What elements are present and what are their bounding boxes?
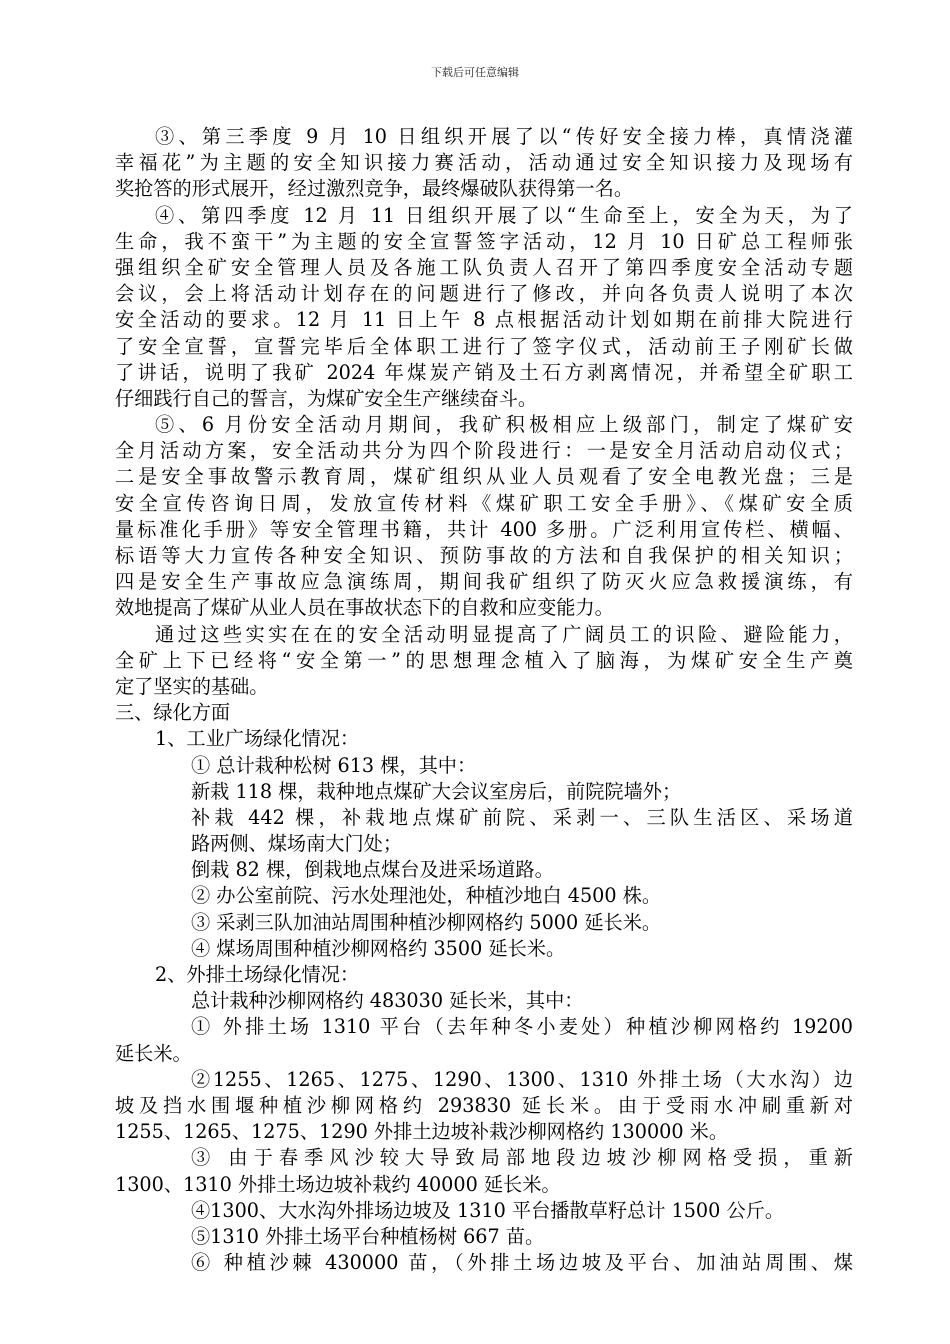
text-line: 仔细践行自己的誓言，为煤矿安全生产继续奋斗。	[115, 386, 538, 410]
text-line: ① 外排土场 1310 平台（去年种冬小麦处）种植沙柳网格约 19200	[191, 1015, 853, 1039]
text-line: 四是安全生产事故应急演练周，期间我矿组织了防灭火应急救援演练，有	[115, 570, 853, 594]
page-header-note: 下载后可任意编辑	[431, 66, 519, 79]
text-line: 效地提高了煤矿从业人员在事故状态下的自救和应变能力。	[115, 596, 614, 620]
text-line: 标语等大力宣传各种安全知识、预防事故的方法和自我保护的相关知识；	[115, 544, 853, 567]
text-line: ① 总计栽种松树 613 棵，其中：	[191, 753, 477, 777]
text-line: ④1300、大水沟外排场边坡及 1310 平台播散草籽总计 1500 公斤。	[191, 1198, 785, 1222]
text-line: 三、绿化方面	[115, 701, 231, 725]
text-line: ② 办公室前院、污水处理池处，种植沙地白 4500 株。	[191, 884, 662, 908]
text-line: 二是安全事故警示教育周，煤矿组织从业人员观看了安全电教光盘；三是	[115, 465, 853, 489]
text-line: 路两侧、煤场南大门处；	[191, 832, 403, 856]
text-line: ③、第三季度 9 月 10 日组织开展了以“传好安全接力棒，真情浇灌	[155, 125, 853, 148]
text-line: 量标准化手册》等安全管理书籍，共计 400 多册。广泛利用宣传栏、横幅、	[115, 517, 853, 541]
text-line: 定了坚实的基础。	[115, 674, 269, 698]
text-line: 幸福花”为主题的安全知识接力赛活动，活动通过安全知识接力及现场有	[115, 151, 853, 175]
text-line: 补栽 442 棵，补栽地点煤矿前院、采剥一、三队生活区、采场道	[191, 805, 853, 829]
text-line: ⑤1310 外排土场平台种植杨树 667 苗。	[191, 1224, 545, 1248]
text-line: 总计栽种沙柳网格约 483030 延长米，其中：	[191, 989, 584, 1013]
text-line: 了安全宣誓，宣誓完毕后全体职工进行了签字仪式，活动前王子刚矿长做	[115, 334, 853, 358]
text-line: ④、第四季度 12 月 11 日组织开展了以“生命至上，安全为天，为了	[155, 203, 853, 227]
text-line: 1300、1310 外排土场边坡补栽约 40000 延长米。	[115, 1172, 561, 1196]
document-body	[115, 124, 853, 1276]
text-line: 安全宣传咨询日周，发放宣传材料《煤矿职工安全手册》、《煤矿安全质	[115, 491, 853, 515]
text-line: 了讲话，说明了我矿 2024 年煤炭产销及土石方剥离情况，并希望全矿职工	[115, 360, 853, 384]
text-line: ⑤、6 月份安全活动月期间，我矿积极相应上级部门，制定了煤矿安	[155, 413, 853, 437]
text-line: 倒栽 82 棵，倒栽地点煤台及进采场道路。	[191, 858, 554, 882]
text-line: 全月活动方案，安全活动共分为四个阶段进行：一是安全月活动启动仪式；	[115, 439, 853, 463]
text-line: 延长米。	[115, 1041, 192, 1065]
text-line: ②1255、1265、1275、1290、1300、1310 外排土场（大水沟）边	[191, 1067, 853, 1091]
text-line: ④ 煤场周围种植沙柳网格约 3500 延长米。	[191, 936, 566, 960]
text-line: 2、外排土场绿化情况：	[155, 963, 360, 986]
text-line: 强组织全矿安全管理人员及各施工队负责人召开了第四季度安全活动专题	[115, 255, 853, 279]
text-line: ⑥ 种植沙棘 430000 苗，（外排土场边坡及平台、加油站周围、煤	[191, 1251, 853, 1275]
text-line: 安全活动的要求。12 月 11 日上午 8 点根据活动计划如期在前排大院进行	[115, 308, 853, 332]
text-line: 全矿上下已经将“安全第一”的思想理念植入了脑海，为煤矿安全生产奠	[115, 648, 853, 672]
text-line: 新栽 118 棵，栽种地点煤矿大会议室房后，前院院墙外；	[191, 779, 682, 803]
text-line: 生命，我不蛮干”为主题的安全宣誓签字活动，12 月 10 日矿总工程师张	[115, 229, 853, 253]
text-line: ③ 由于春季风沙较大导致局部地段边坡沙柳网格受损，重新	[191, 1146, 853, 1170]
text-line: 坡及挡水围堰种植沙柳网格约 293830 延长米。由于受雨水冲刷重新对	[115, 1093, 853, 1117]
text-line: ③ 采剥三队加油站周围种植沙柳网格约 5000 延长米。	[191, 910, 662, 934]
text-line: 通过这些实实在在的安全活动明显提高了广阔员工的识险、避险能力，	[155, 622, 853, 646]
text-line: 1255、1265、1275、1290 外排土边坡补栽沙柳网格约 130000 米。	[115, 1120, 729, 1144]
text-line: 奖抢答的形式展开，经过激烈竞争，最终爆破队获得第一名。	[115, 177, 634, 201]
text-line: 会议，会上将活动计划存在的问题进行了修改，并向各负责人说明了本次	[115, 282, 853, 306]
text-line: 1、工业广场绿化情况：	[155, 727, 360, 751]
